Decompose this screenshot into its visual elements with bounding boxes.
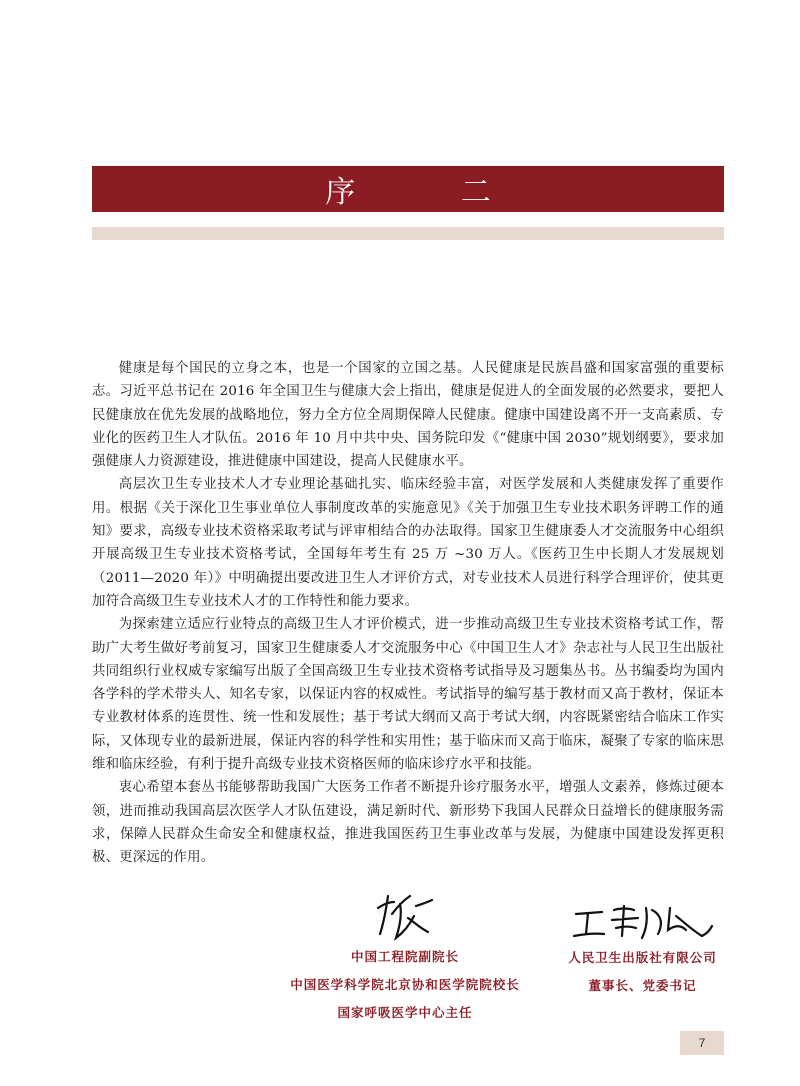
paragraph-3: 为探索建立适应行业特点的高级卫生人才评价模式，进一步推动高级卫生专业技术资格考试工作，帮助广大考生做好考前复习，国家卫生健康委人才交流服务中心《中国卫生人才》杂志社与人民卫生出版社共同组织行业权威专家编写出版了全国高级卫生专业技术资格考试指导及习题集丛书。丛书编委均为国内各学科的学术带头人、知名专家，以保证内容的权威性。考试指导的编写基于教材而又高于教材，保证本专业教材体系的连贯性、统一性和发展性；基于考试大纲而又高于考试大纲，内容既紧密结合临床工作实际，又体现专业的最新进展，保证内容的科学性和实用性；基于临床而又高于临床，凝聚了专家的临床思维和临床经验，有利于提升高级专业技术资格医师的临床诊疗水平和技能。 [92,617,724,773]
signer-org: 人民卫生出版社有限公司 [568,950,717,965]
page-number: 7 [680,1031,724,1055]
signer-title-2: 中国医学科学院北京协和医学院院校长 [290,977,520,992]
decorative-band [92,227,724,240]
handwritten-signature-left [270,888,540,943]
signer-title-1: 中国工程院副院长 [350,949,459,964]
page-title: 序 二 [325,175,539,210]
preface-body [92,357,724,870]
title-banner [92,166,724,212]
signature-block-left [270,888,540,1027]
paragraph-4: 衷心希望本套丛书能够帮助我国广大医务工作者不断提升诊疗服务水平，增强人文素养，修炼过硬本领，进而推动我国高层次医学人才队伍建设，满足新时代、新形势下我国人民群众日益增长的健康服务需求，保障人民群众生命安全和健康权益，推进我国医药卫生事业改革与发展，为健康中国建设发挥更积极、更深远的作用。 [92,780,724,866]
paragraph-1: 健康是每个国民的立身之本，也是一个国家的立国之基。人民健康是民族昌盛和国家富强的重要标志。习近平总书记在 2016 年全国卫生与健康大会上指出，健康是促进人的全面发展的必然要求，要把人民健康放在优先发展的战略地位，努力全方位全周期保障人民健康。健康中国建设离不开一支高素质、专业化的医药卫生人才队伍。2016 年 10 月中共中央、国务院印发《“健康中国 2030”规划纲要》，要求加强健康人力资源建设，推进健康中国建设，提高人民健康水平。 [92,361,724,470]
handwritten-signature-right [555,900,730,944]
signature-block-right [555,900,730,1000]
signer-position: 董事长、党委书记 [588,978,697,993]
signer-title-3: 国家呼吸医学中心主任 [337,1005,473,1020]
paragraph-2: 高层次卫生专业技术人才专业理论基础扎实、临床经验丰富，对医学发展和人类健康发挥了重要作用。根据《关于深化卫生事业单位人事制度改革的实施意见》《关于加强卫生专业技术职务评聘工作的通知》要求，高级专业技术资格采取考试与评审相结合的办法取得。国家卫生健康委人才交流服务中心组织开展高级卫生专业技术资格考试，全国每年考生有 25 万 ~30 万人。《医药卫生中长期人才发展规划（2011—2020 年）》中明确提出要改进卫生人才评价方式，对专业技术人员进行科学合理评价，使其更加符合高级卫生专业技术人才的工作特性和能力要求。 [92,477,724,609]
